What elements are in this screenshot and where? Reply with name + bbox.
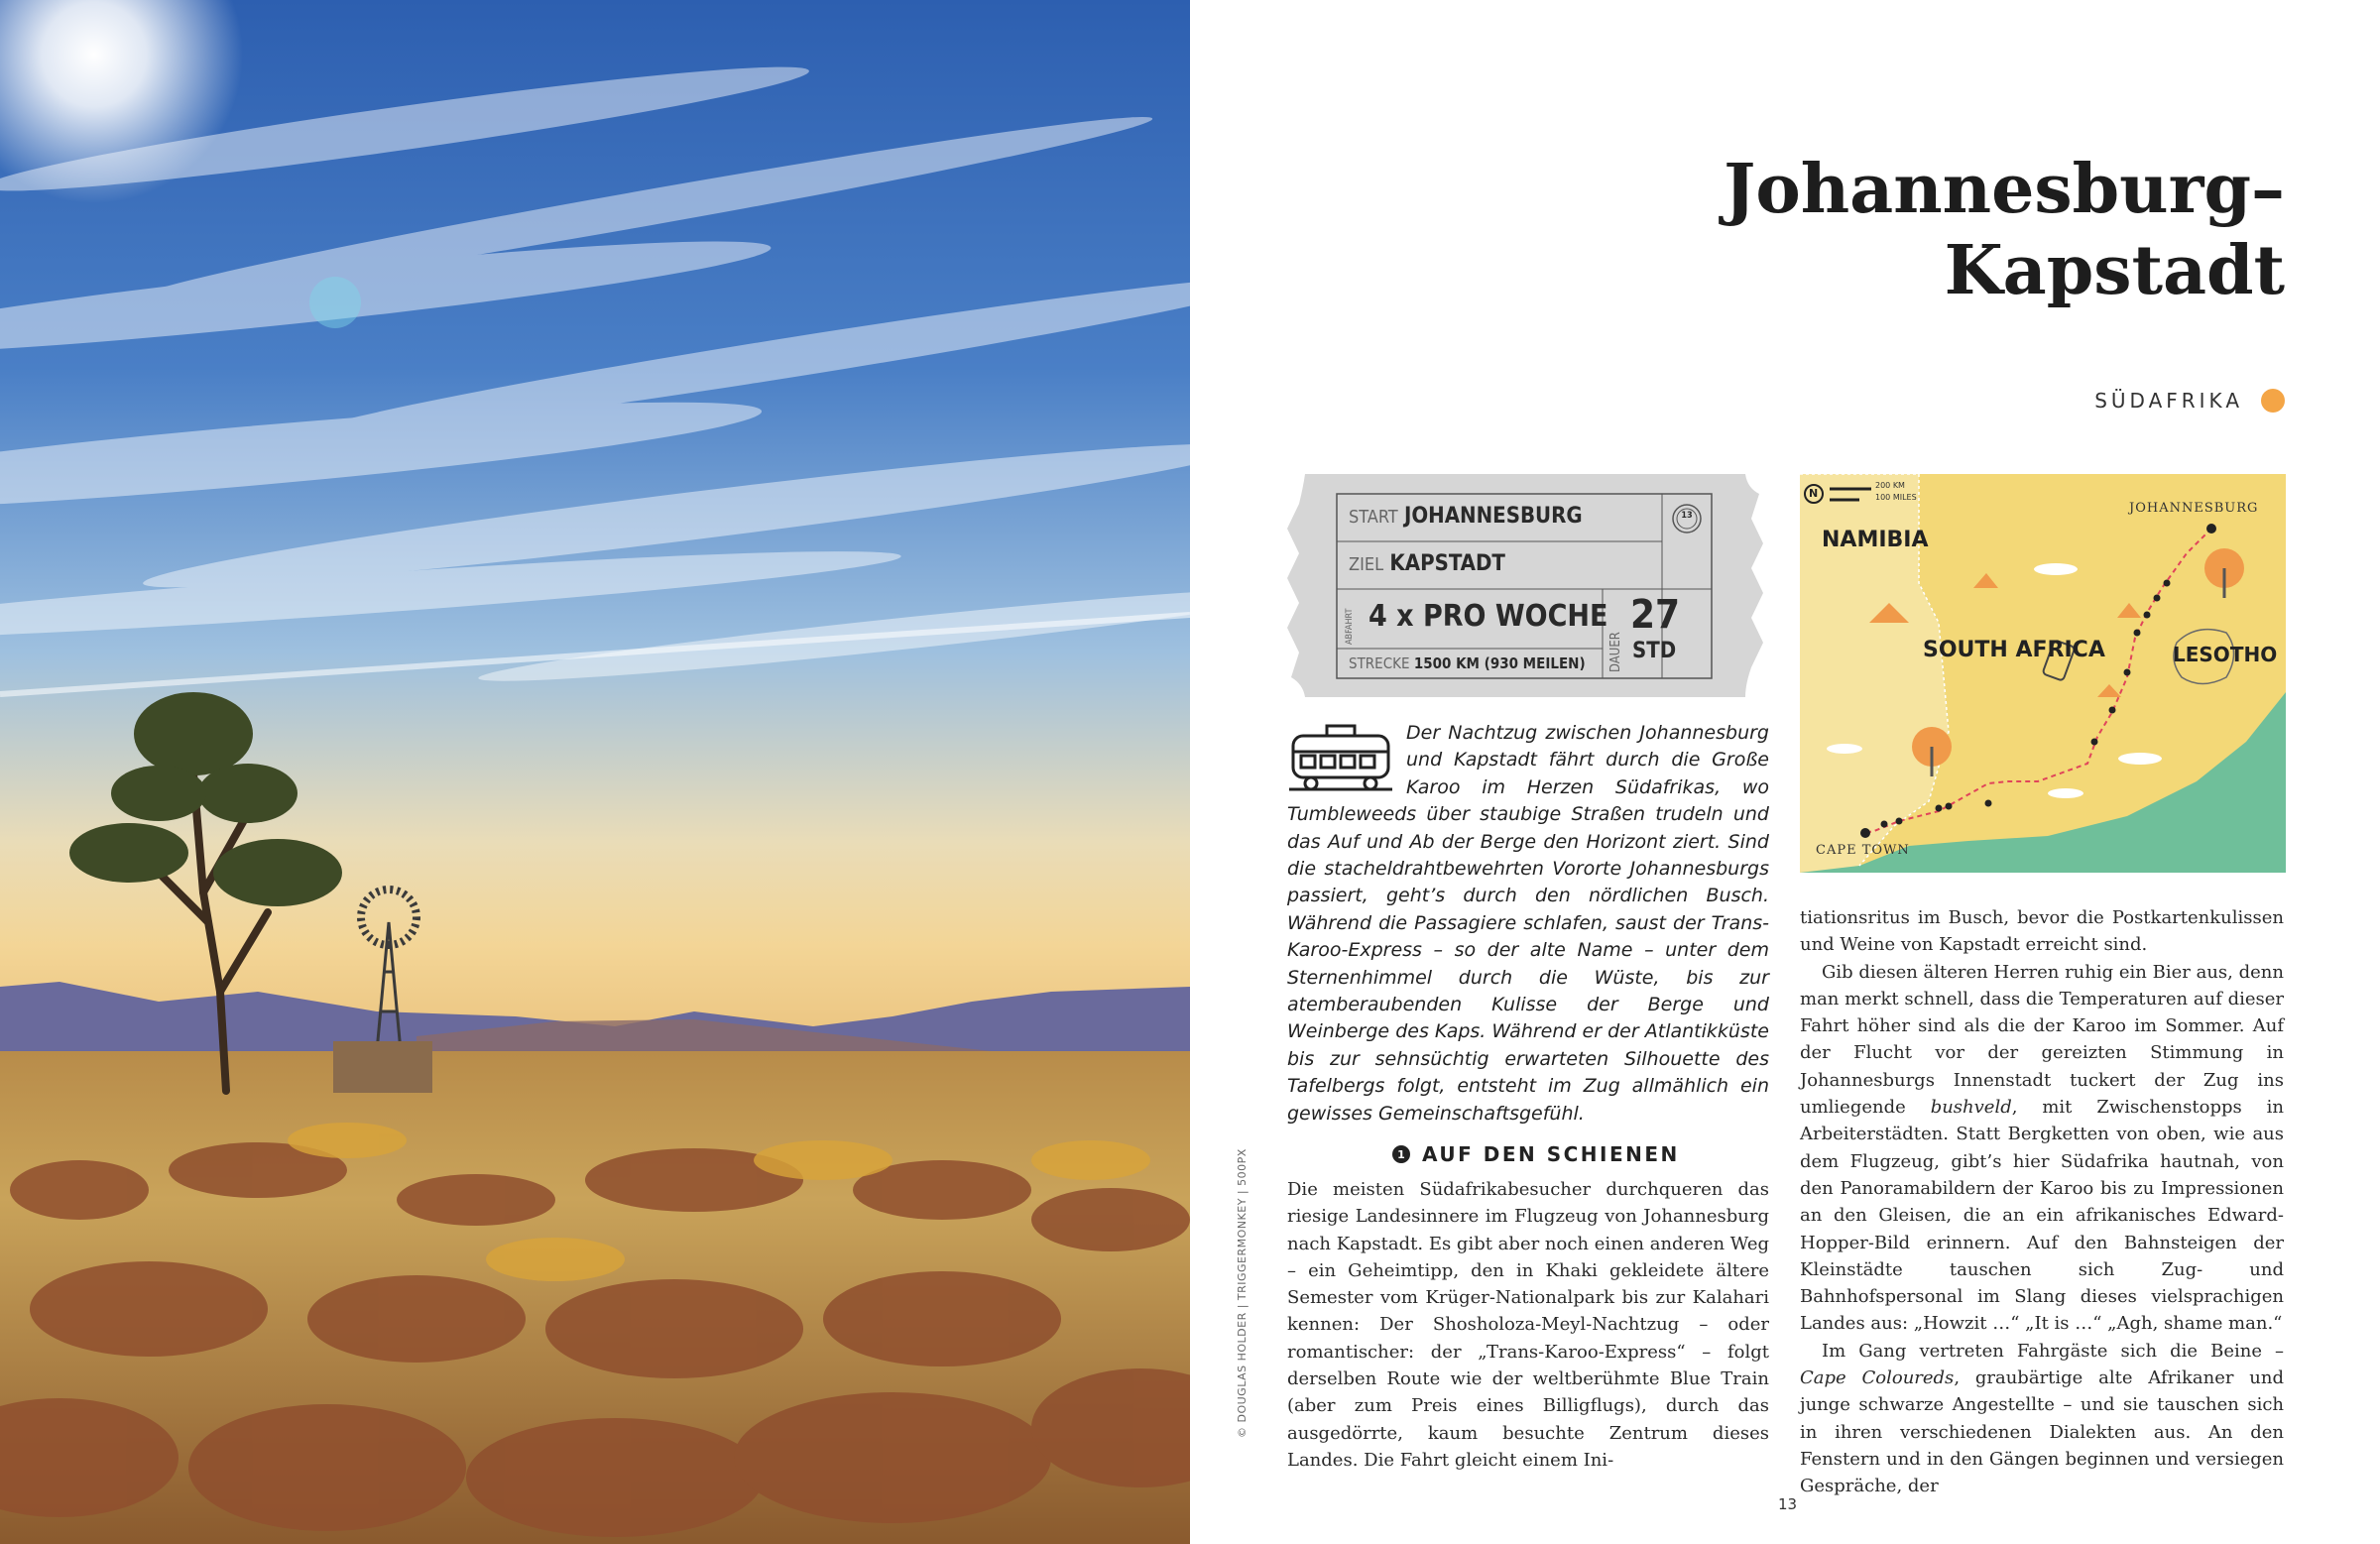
map-label-south-africa: SOUTH AFRICA <box>1923 638 2105 662</box>
route-map <box>1800 474 2286 873</box>
section-heading <box>1392 1142 1680 1166</box>
ticket-start: START JOHANNESBURG <box>1349 504 1583 529</box>
body-column-1 <box>1287 1176 1769 1474</box>
body-column-2 <box>1800 904 2284 1500</box>
ticket-dauer-label: DAUER <box>1608 632 1623 672</box>
country-tag <box>2094 389 2285 413</box>
map-label-cape-town: CAPE TOWN <box>1816 843 1910 858</box>
column2-paragraph-3: Im Gang vertreten Fahrgäste sich die Beine – Cape Coloureds, graubärtige alte Afrikaner und junge schwarze Angestellte – und sie tauschen sich in ihren verschiedenen Dialekten aus. An den Fenstern und in den Gängen beginnen und versiegen Gespräche, der <box>1800 1340 2285 1497</box>
map-label-namibia: NAMIBIA <box>1822 528 1929 552</box>
ticket-strecke: STRECKE 1500 KM (930 MEILEN) <box>1349 654 1586 672</box>
ticket-abfahrt-value: 4 x PRO WOCHE <box>1368 599 1608 634</box>
compass-icon: N <box>1809 487 1819 500</box>
train-icon <box>1287 722 1394 793</box>
title-line-1: Johannesburg– <box>1724 150 2285 229</box>
section-heading-text: AUF DEN SCHIENEN <box>1422 1142 1680 1166</box>
column2-paragraph-2: Gib diesen älteren Herren ruhig ein Bier aus, denn man merkt schnell, dass die Temperaturen auf dieser Fahrt höher sind als die der Karoo im Sommer. Auf der Flucht vor der gereizten Stimmung in Johannesburgs Innenstadt tuckert der Zug ins umliegende bushveld, mit Zwischenstopps in Arbeiterstädten. Statt Bergketten von oben, wie aus dem Flugzeug, gibt’s hier Südafrika hautnah, von den Panoramabildern der Karoo bis zu Impressionen an den Gleisen, die an ein afrikanisches Edward-Hopper-Bild erinnern. Auf den Bahnsteigen der Kleinstädte tauschen sich Zug- und Bahnhofspersonal im Slang dieses vielsprachigen Landes aus: „Howzit …“ „It is …“ „Agh, shame man.“ <box>1800 961 2284 1335</box>
section-number-icon: 1 <box>1392 1145 1410 1163</box>
country-label: SÜDAFRIKA <box>2094 389 2243 413</box>
photo-credit: © DOUGLAS HOLDER | TRIGGERMONKEY | 500PX <box>1236 1148 1249 1438</box>
title-line-2: Kapstadt <box>1944 231 2285 310</box>
map-label-johannesburg: JOHANNESBURG <box>2129 501 2259 516</box>
ticket-dauer-value: 27 <box>1630 592 1681 638</box>
page-number: 13 <box>1778 1495 1798 1513</box>
journey-ticket <box>1287 474 1763 697</box>
ticket-abfahrt-label: ABFAHRT <box>1345 608 1355 645</box>
column1-paragraph: Die meisten Südafrikabesucher durchqueren das riesige Landesinnere im Flugzeug von Johannesburg nach Kapstadt. Es gibt aber noch einen anderen Weg – ein Geheimtipp, den in Khaki gekleidete ältere Semester vom Krüger-Nationalpark bis zur Kalahari kennen: Der Shosholoza-Meyl-Nachtzug – oder romantischer: der „Trans-Karoo-Express“ – folgt derselben Route wie der weltberühmte Blue Train (aber zum Preis eines Billigflugs), durch das ausgedörrte, kaum besuchte Zentrum dieses Landes. Die Fahrt gleicht einem Ini- <box>1287 1179 1769 1471</box>
map-scale-km: 200 KM <box>1875 481 1905 490</box>
lead-text: Der Nachtzug zwischen Johannesburg und Kapstadt fährt durch die Große Karoo im Herzen Südafrikas, wo Tumbleweeds über staubige Straßen trudeln und das Auf und Ab der Berge den Horizont ziert. Sind die stacheldrahtbewehrten Vororte Johannesburgs passiert, geht’s durch den nördlichen Busch. Während die Passagiere schlafen, saust der Trans-Karoo-Express – so der alte Name – unter dem Sternenhimmel durch die Wüste, bis zur atemberaubenden Kulisse der Berge und Weinberge des Kaps. Während er der Atlantikküste bis zur sehnsüchtig erwarteten Silhouette des Tafelbergs folgt, entsteht im Zug allmählich ein gewisses Gemeinschaftsgefühl. <box>1287 722 1769 1125</box>
map-scale-miles: 100 MILES <box>1875 493 1917 502</box>
lead-paragraph <box>1287 720 1769 1128</box>
ticket-ziel: ZIEL KAPSTADT <box>1349 551 1505 576</box>
map-label-lesotho: LESOTHO <box>2173 643 2278 666</box>
ticket-dauer-unit: STD <box>1632 639 1677 663</box>
page-title <box>1724 149 2285 311</box>
column2-paragraph-1: tiationsritus im Busch, bevor die Postkartenkulissen und Weine von Kapstadt erreicht sind. <box>1800 907 2284 956</box>
ticket-badge: 13 <box>1681 511 1693 521</box>
country-dot-icon <box>2261 389 2285 413</box>
